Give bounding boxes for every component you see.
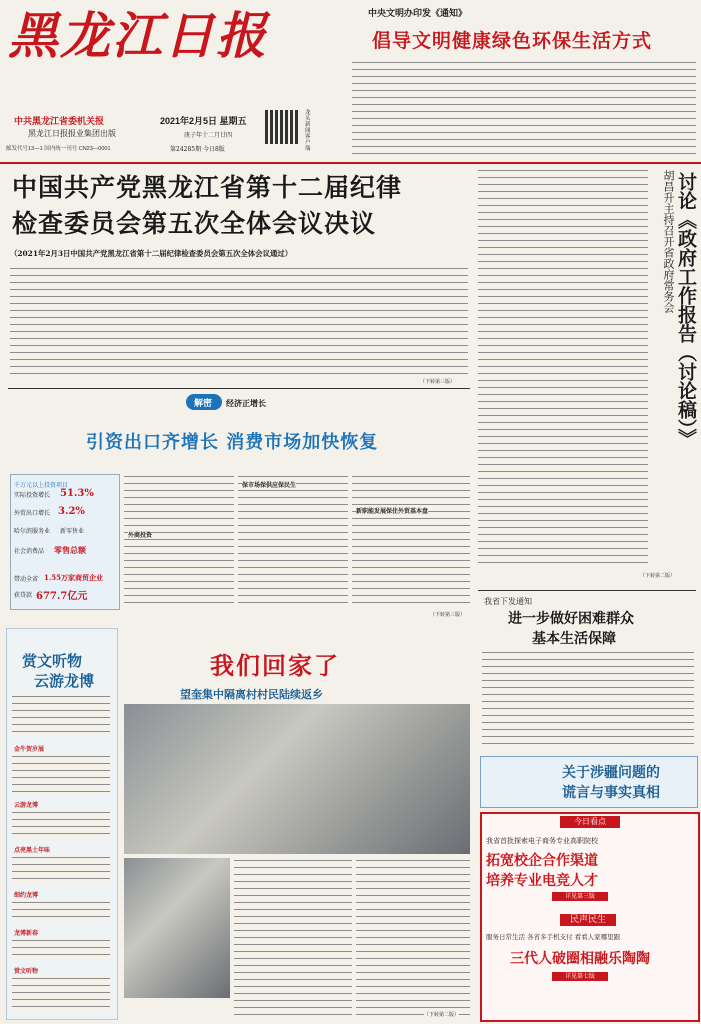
masthead-rule (0, 162, 701, 164)
culture-item-6[interactable]: 赏文听物 (14, 968, 39, 975)
today-item1-line2[interactable]: 培养专业电竞人才 (486, 873, 598, 889)
xinjiang-headline-2: 谎言与事实真相 (562, 785, 660, 801)
today-item2-headline[interactable]: 三代人破圈相融乐陶陶 (510, 951, 650, 967)
poverty-headline-2: 基本生活保障 (532, 631, 616, 647)
photo-story-subhead: 望奎集中隔离村村民陆续返乡 (180, 688, 323, 701)
lead-continue-note: （下转第三版） (420, 379, 456, 385)
culture-item-2[interactable]: 云游龙博 (14, 802, 39, 809)
issue-code: 邮发代号13—1 国内统一刊号 CN23—0001 (6, 146, 111, 152)
photo-story-body-1 (234, 858, 352, 1018)
right-feature-continue: （下转第二版） (640, 573, 676, 579)
economy-series: 经济正增长 (226, 398, 266, 408)
photo-story-continue: （下转第二版） (424, 1012, 460, 1018)
stat-harbin-value: 新零售业 (60, 528, 85, 535)
culture-item-1[interactable]: 金牛贺岁展 (14, 746, 45, 753)
economy-section-1: 外商投资 (128, 532, 153, 539)
photo-main (124, 704, 470, 854)
stat-enterprise-value: 1.55万家商贸企业 (44, 573, 104, 582)
right-feature-kicker: 胡昌升主持召开省政府常务会 (662, 170, 675, 313)
divider-right (478, 590, 696, 591)
right-feature-body (478, 168, 648, 568)
today-item1-line1[interactable]: 拓宽校企合作渠道 (486, 853, 598, 869)
culture-item-4[interactable]: 细约龙博 (14, 892, 39, 899)
stat-loan-value: 677.7亿元 (36, 591, 88, 602)
poverty-headline-1: 进一步做好困难群众 (508, 611, 634, 627)
culture-item-5[interactable]: 龙博新春 (14, 930, 39, 937)
stat-export-label: 外贸出口增长 (14, 510, 51, 517)
right-feature-headline: 讨论《政府工作报告（讨论稿）》 (675, 172, 697, 448)
lead-headline-line2: 检查委员会第五次全体会议决议 (12, 209, 377, 238)
today-page-ref-2[interactable]: 详见第七版 (552, 972, 608, 981)
today-item2-kicker: 服务日常生活 各省多手机支付 看看人家哪里跟 (486, 933, 621, 941)
economy-tag-label: 解密 (194, 399, 213, 409)
economy-continue: （下转第三版） (430, 612, 466, 618)
economy-section-3: 新职能发展保住外贸基本盘 (356, 508, 429, 515)
lead-headline-line1: 中国共产党黑龙江省第十二届纪律 (12, 173, 403, 202)
masthead (0, 0, 350, 160)
masthead-subtitle: 中共黑龙江省委机关报 (14, 117, 105, 127)
poverty-body (482, 650, 694, 748)
culture-item-6-body (12, 976, 110, 1012)
lead-subhead: （2021年2月3日中国共产党黑龙江省第十二届纪律检查委员会第五次全体会议通过） (10, 249, 293, 258)
lead-body (10, 266, 468, 376)
stat-investment-sublabel: 实际投资增长 (14, 492, 51, 499)
culture-item-3-body (12, 855, 110, 885)
stat-consumer-label: 社会消费品 (14, 548, 45, 555)
date-line: 2021年2月5日 星期五 (160, 116, 247, 126)
top-story-headline: 倡导文明健康绿色环保生活方式 (372, 30, 653, 52)
stat-enterprise-label: 带动全省 (14, 576, 39, 583)
today-item1-kicker: 我省首批探索电子商务专业高职院校 (486, 837, 598, 845)
stat-consumer-value: 零售总额 (54, 545, 86, 555)
economy-headline: 引资出口齐增长 消费市场加快恢复 (86, 432, 379, 453)
photo-secondary (124, 858, 230, 998)
culture-item-4-body (12, 900, 110, 922)
stat-investment-label: 千万元以上投资项目 (14, 482, 69, 489)
culture-title-line1: 赏文听物 (22, 652, 83, 670)
qr-label: 龙头新闻客户端 (305, 110, 311, 152)
poverty-kicker: 我省下发通知 (484, 597, 532, 606)
top-story-body (352, 60, 696, 158)
culture-item-1-body (12, 754, 110, 794)
culture-intro (12, 694, 110, 734)
economy-body-col2 (238, 474, 348, 608)
qr-code[interactable] (265, 110, 299, 144)
culture-item-5-body (12, 938, 110, 960)
today-page-ref-1[interactable]: 详见第三版 (552, 892, 608, 901)
top-story-kicker: 中央文明办印发《通知》 (368, 9, 468, 19)
photo-story-body-2 (356, 858, 470, 1018)
publisher-label: 黑龙江日报报业集团出版 (28, 129, 116, 138)
today-section2-label: 民声民生 (560, 914, 616, 926)
edition-info: 第24285期 今日8版 (170, 146, 225, 153)
lunar-date: 庚子年十二月廿四 (184, 132, 233, 139)
divider-lead (8, 388, 470, 389)
culture-item-2-body (12, 810, 110, 840)
stat-loan-label: 获贷款 (14, 592, 33, 599)
economy-body-col1 (124, 474, 234, 608)
economy-section-2: 保市场保供应保民生 (242, 482, 297, 489)
xinjiang-headline-1: 关于涉疆问题的 (562, 765, 660, 781)
culture-item-3[interactable]: 点亮黑土年味 (14, 847, 51, 854)
photo-story-headline: 我们回家了 (210, 651, 340, 680)
stat-investment-value: 51.3% (60, 488, 94, 499)
stat-harbin-label: 哈尔滨服务业 (14, 528, 51, 535)
today-label: 今日看点 (560, 816, 620, 828)
masthead-title: 黑龙江日报 (8, 6, 268, 65)
economy-body-col3 (352, 474, 470, 608)
stat-export-value: 3.2% (58, 506, 85, 517)
culture-title-line2: 云游龙博 (34, 672, 95, 690)
